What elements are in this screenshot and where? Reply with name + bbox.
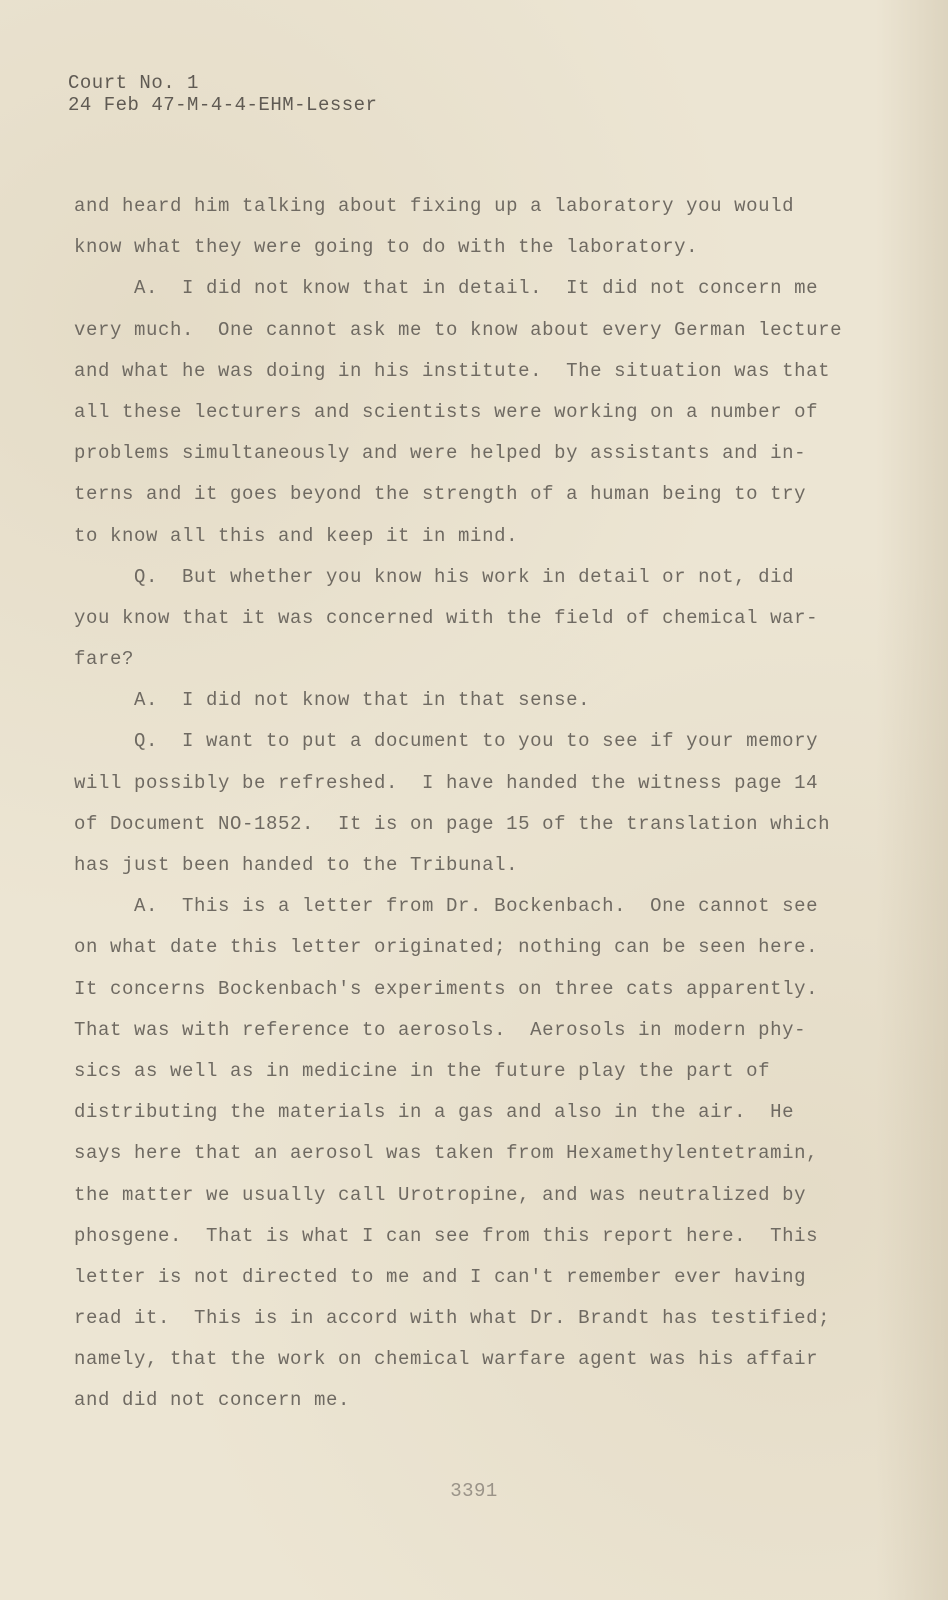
transcript-line: of Document NO-1852. It is on page 15 of the translation which bbox=[74, 812, 831, 835]
transcript-line: namely, that the work on chemical warfare agent was his affair bbox=[74, 1348, 819, 1371]
transcript-line: the matter we usually call Urotropine, and was neutralized by bbox=[74, 1183, 807, 1206]
transcript-line: sics as well as in medicine in the future play the part of bbox=[74, 1059, 771, 1082]
transcript-line: phosgene. That is what I can see from this report here. This bbox=[74, 1224, 819, 1247]
transcript-line: know what they were going to do with the laboratory. bbox=[74, 236, 699, 259]
paper-edge-shadow bbox=[876, 0, 948, 1600]
transcript-line: It concerns Bockenbach's experiments on three cats apparently. bbox=[74, 977, 819, 1000]
header-reference-line: 24 Feb 47-M-4-4-EHM-Lesser bbox=[68, 94, 378, 116]
transcript-line: A. I did not know that in detail. It did not concern me bbox=[74, 277, 819, 300]
transcript-line: all these lecturers and scientists were working on a number of bbox=[74, 400, 819, 423]
transcript-line: terns and it goes beyond the strength of a human being to try bbox=[74, 483, 807, 506]
transcript-line: on what date this letter originated; nothing can be seen here. bbox=[74, 936, 819, 959]
transcript-line: and what he was doing in his institute. The situation was that bbox=[74, 359, 831, 382]
transcript-line: you know that it was concerned with the field of chemical war- bbox=[74, 606, 819, 629]
transcript-line: to know all this and keep it in mind. bbox=[74, 524, 519, 547]
transcript-line: Q. But whether you know his work in detail or not, did bbox=[74, 565, 795, 588]
transcript-line: problems simultaneously and were helped by assistants and in- bbox=[74, 442, 807, 465]
transcript-line: very much. One cannot ask me to know about every German lecture bbox=[74, 318, 843, 341]
transcript-line: says here that an aerosol was taken from Hexamethylentetramin, bbox=[74, 1142, 819, 1165]
transcript-line: and heard him talking about fixing up a laboratory you would bbox=[74, 195, 795, 217]
transcript-line: That was with reference to aerosols. Aerosols in modern phy- bbox=[74, 1018, 807, 1041]
transcript-line: A. I did not know that in that sense. bbox=[74, 689, 591, 712]
transcript-line: A. This is a letter from Dr. Bockenbach. One cannot see bbox=[74, 895, 819, 918]
transcript-line: will possibly be refreshed. I have handed the witness page 14 bbox=[74, 771, 819, 794]
transcript-line: distributing the materials in a gas and also in the air. He bbox=[74, 1101, 795, 1124]
transcript-body bbox=[74, 186, 874, 1422]
transcript-line: fare? bbox=[74, 648, 135, 671]
transcript-line: has just been handed to the Tribunal. bbox=[74, 854, 519, 876]
transcript-line: letter is not directed to me and I can't remember ever having bbox=[74, 1265, 807, 1288]
document-header bbox=[68, 72, 377, 116]
transcript-line: read it. This is in accord with what Dr. Brandt has testified; bbox=[74, 1307, 831, 1330]
transcript-line: Q. I want to put a document to you to see if your memory bbox=[74, 730, 819, 753]
transcript-line: and did not concern me. bbox=[74, 1389, 351, 1412]
page-number: 3391 bbox=[450, 1480, 498, 1502]
header-court-line: Court No. 1 bbox=[68, 72, 199, 94]
